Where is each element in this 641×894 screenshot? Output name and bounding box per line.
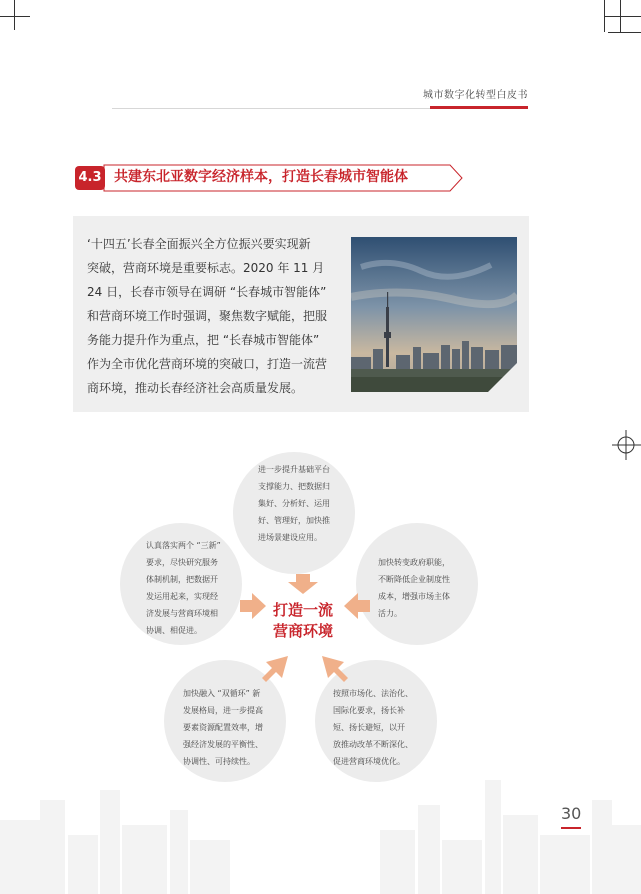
section-title: 共建东北亚数字经济样本，打造长春城市智能体 <box>114 169 408 185</box>
page-number-underline <box>561 827 581 829</box>
intro-line: 作为全市优化营商环境的突破口，打造一流营 <box>87 357 328 371</box>
intro-line: 24 日，长春市领导在调研 “长春城市智能体” <box>87 285 327 299</box>
arrow-up-right-icon <box>262 656 288 682</box>
intro-line: 务能力提升作为重点，把 “长春城市智能体” <box>87 333 320 347</box>
intro-line: 商环境，推动长春经济社会高质量发展。 <box>87 381 304 395</box>
section-number-badge: 4.3 <box>75 166 105 190</box>
circle-dual-circulation-text: 加快融入 “双循环” 新 发展格局，进一步提高 要素资源配置效率，增 强经济发展的平衡性、 协调性、可持续性。 <box>183 689 263 766</box>
arrow-up-left-icon <box>322 656 348 682</box>
photo-corner-fold <box>488 362 518 392</box>
circle-three-new-text: 认真落实两个 “三新” 要求，尽快研究服务 体制机制，把数据开 发运用起来，实现经 济发展与营商环境相 协调、相促进。 <box>146 541 221 635</box>
circle-government-text: 加快转变政府职能， 不断降低企业制度性 成本，增强市场主体 活力。 <box>378 558 450 618</box>
intro-line: 突破，营商环境是重要标志。2020 年 11 月 <box>87 261 325 275</box>
circle-platform-text: 进一步提升基础平台 支撑能力、把数据归 集好、分析好、运用 好、管理好，加快推 进场景建设应用。 <box>258 465 330 542</box>
registration-mark-icon <box>612 430 641 460</box>
arrow-down-icon <box>288 574 318 594</box>
header-accent-bar <box>430 106 528 109</box>
document-title: 城市数字化转型白皮书 <box>423 90 528 101</box>
page-number: 30 <box>561 804 582 823</box>
intro-line: 和营商环境工作时强调，聚焦数字赋能，把服 <box>87 309 328 323</box>
diagram-center-label: 打造一流 营商环境 <box>272 601 333 640</box>
intro-line: ‘十四五’长春全面振兴全方位振兴要实现新 <box>87 237 311 251</box>
skyline-watermark <box>0 740 641 894</box>
circle-market-law-text: 按照市场化、法治化、 国际化要求，扬长补 短、扬长避短，以开 放推动改革不断深化、 促进营商环境优化。 <box>333 689 413 766</box>
intro-paragraph <box>87 232 343 400</box>
arrow-left-icon <box>344 593 370 619</box>
